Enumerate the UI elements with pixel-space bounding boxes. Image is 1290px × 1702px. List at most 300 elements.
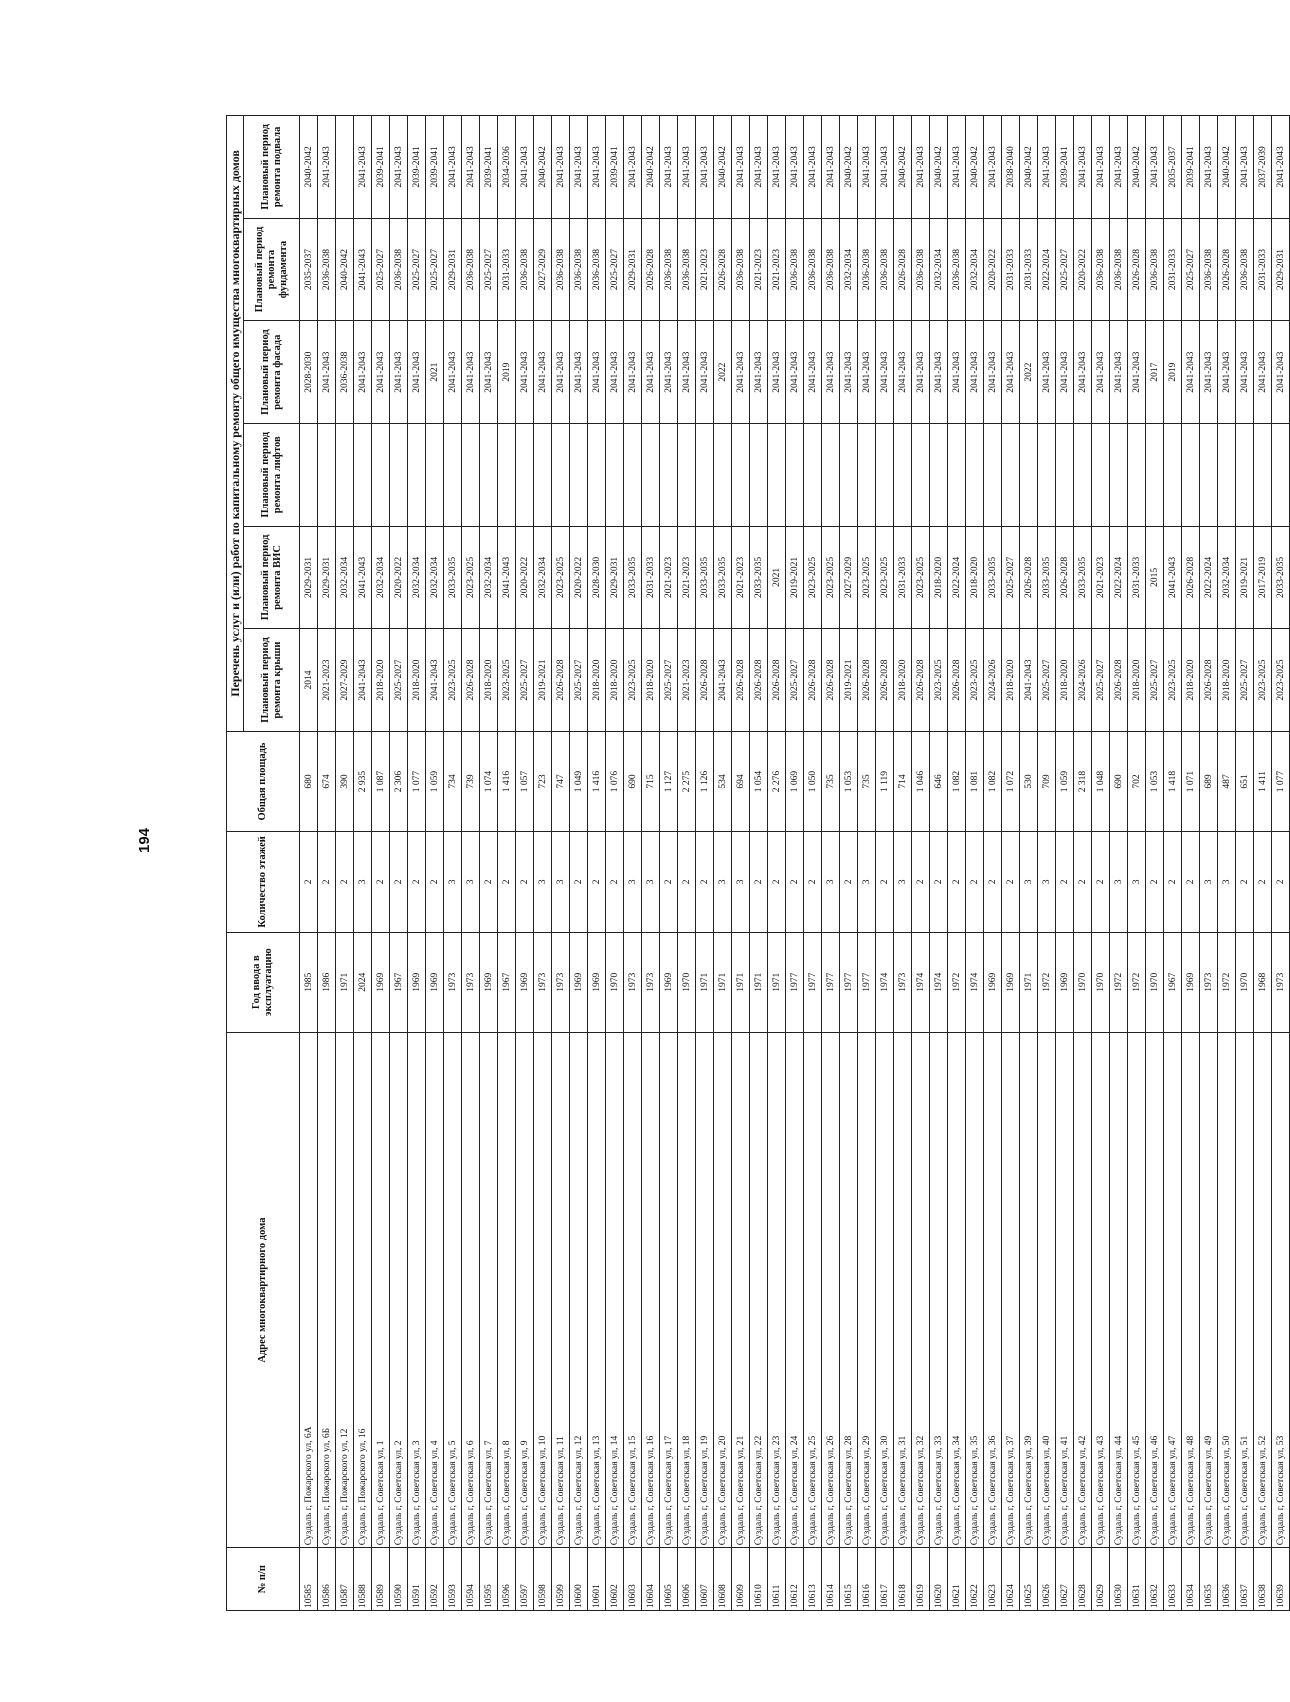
facade-period-cell: 2041-2043 (678, 321, 696, 424)
facade-period-cell: 2041-2043 (822, 321, 840, 424)
floors-cell: 2 (606, 832, 624, 932)
facade-period-cell: 2041-2043 (984, 321, 1002, 424)
year-built-cell: 1969 (408, 932, 426, 1032)
year-built-cell: 1969 (1182, 932, 1200, 1032)
facade-period-cell: 2041-2043 (804, 321, 822, 424)
total-area-cell: 1 416 (498, 731, 516, 831)
lifts-period-cell (300, 423, 318, 526)
basement-period-cell: 2038-2040 (1002, 116, 1020, 219)
lifts-period-cell (1200, 423, 1218, 526)
vis-period-cell: 2032-2034 (1218, 526, 1236, 629)
lifts-period-cell (318, 423, 336, 526)
basement-period-cell: 2041-2043 (354, 116, 372, 219)
basement-period-cell: 2040-2042 (534, 116, 552, 219)
table-row (462, 116, 480, 1611)
address-cell: Суздаль г, Советская ул, 29 (858, 1032, 876, 1547)
floors-cell: 2 (480, 832, 498, 932)
row-number-cell: 10610 (750, 1548, 768, 1611)
roof-period-cell: 2026-2028 (552, 629, 570, 732)
foundation-period-cell: 2036-2038 (858, 218, 876, 321)
table-row (534, 116, 552, 1611)
foundation-period-cell: 2032-2034 (966, 218, 984, 321)
header-roof: Плановый период ремонта крыши (244, 629, 300, 732)
year-built-cell: 1974 (876, 932, 894, 1032)
table-row (588, 116, 606, 1611)
lifts-period-cell (858, 423, 876, 526)
total-area-cell: 1 087 (372, 731, 390, 831)
table-row (786, 116, 804, 1611)
roof-period-cell: 2023-2025 (1254, 629, 1272, 732)
roof-period-cell: 2026-2028 (462, 629, 480, 732)
row-number-cell: 10621 (948, 1548, 966, 1611)
year-built-cell: 1971 (768, 932, 786, 1032)
vis-period-cell: 2033-2035 (624, 526, 642, 629)
vis-period-cell: 2023-2025 (462, 526, 480, 629)
lifts-period-cell (336, 423, 354, 526)
floors-cell: 3 (534, 832, 552, 932)
year-built-cell: 1973 (624, 932, 642, 1032)
lifts-period-cell (930, 423, 948, 526)
lifts-period-cell (516, 423, 534, 526)
row-number-cell: 10613 (804, 1548, 822, 1611)
vis-period-cell: 2031-2033 (1128, 526, 1146, 629)
address-cell: Суздаль г, Советская ул, 3 (408, 1032, 426, 1547)
address-cell: Суздаль г, Советская ул, 51 (1236, 1032, 1254, 1547)
total-area-cell: 1 077 (408, 731, 426, 831)
foundation-period-cell: 2036-2038 (588, 218, 606, 321)
foundation-period-cell: 2022-2024 (1038, 218, 1056, 321)
facade-period-cell: 2041-2043 (768, 321, 786, 424)
vis-period-cell: 2021-2023 (732, 526, 750, 629)
lifts-period-cell (1182, 423, 1200, 526)
foundation-period-cell: 2036-2038 (732, 218, 750, 321)
floors-cell: 3 (444, 832, 462, 932)
total-area-cell: 1 081 (966, 731, 984, 831)
capital-repair-table (226, 115, 1290, 1611)
basement-period-cell: 2040-2042 (642, 116, 660, 219)
table-row (516, 116, 534, 1611)
address-cell: Суздаль г, Советская ул, 6 (462, 1032, 480, 1547)
foundation-period-cell: 2031-2033 (1002, 218, 1020, 321)
floors-cell: 3 (894, 832, 912, 932)
foundation-period-cell: 2032-2034 (840, 218, 858, 321)
foundation-period-cell: 2025-2027 (372, 218, 390, 321)
row-number-cell: 10602 (606, 1548, 624, 1611)
roof-period-cell: 2023-2025 (624, 629, 642, 732)
address-cell: Суздаль г, Советская ул, 17 (660, 1032, 678, 1547)
year-built-cell: 1973 (894, 932, 912, 1032)
total-area-cell: 674 (318, 731, 336, 831)
total-area-cell: 390 (336, 731, 354, 831)
vis-period-cell: 2018-2020 (966, 526, 984, 629)
table-row (822, 116, 840, 1611)
row-number-cell: 10628 (1074, 1548, 1092, 1611)
vis-period-cell: 2029-2031 (318, 526, 336, 629)
floors-cell: 2 (876, 832, 894, 932)
roof-period-cell: 2023-2025 (498, 629, 516, 732)
table-row (1164, 116, 1182, 1611)
roof-period-cell: 2018-2020 (1128, 629, 1146, 732)
table-row (876, 116, 894, 1611)
roof-period-cell: 2018-2020 (480, 629, 498, 732)
floors-cell: 3 (732, 832, 750, 932)
total-area-cell: 1 059 (1056, 731, 1074, 831)
lifts-period-cell (1128, 423, 1146, 526)
foundation-period-cell: 2036-2038 (1110, 218, 1128, 321)
facade-period-cell: 2041-2043 (516, 321, 534, 424)
facade-period-cell: 2041-2043 (606, 321, 624, 424)
total-area-cell: 1 054 (750, 731, 768, 831)
basement-period-cell: 2041-2043 (1200, 116, 1218, 219)
lifts-period-cell (624, 423, 642, 526)
facade-period-cell: 2041-2043 (750, 321, 768, 424)
basement-period-cell: 2041-2043 (1272, 116, 1290, 219)
floors-cell: 3 (858, 832, 876, 932)
table-row (408, 116, 426, 1611)
foundation-period-cell: 2041-2043 (354, 218, 372, 321)
roof-period-cell: 2023-2025 (966, 629, 984, 732)
basement-period-cell: 2041-2043 (732, 116, 750, 219)
facade-period-cell: 2019 (498, 321, 516, 424)
floors-cell: 3 (1038, 832, 1056, 932)
year-built-cell: 1970 (1074, 932, 1092, 1032)
floors-cell: 2 (336, 832, 354, 932)
roof-period-cell: 2025-2027 (516, 629, 534, 732)
row-number-cell: 10605 (660, 1548, 678, 1611)
table-row (1182, 116, 1200, 1611)
vis-period-cell: 2026-2028 (1182, 526, 1200, 629)
foundation-period-cell: 2036-2038 (822, 218, 840, 321)
foundation-period-cell: 2036-2038 (390, 218, 408, 321)
floors-cell: 2 (1056, 832, 1074, 932)
roof-period-cell: 2018-2020 (642, 629, 660, 732)
foundation-period-cell: 2036-2038 (570, 218, 588, 321)
address-cell: Суздаль г, Советская ул, 37 (1002, 1032, 1020, 1547)
foundation-period-cell: 2036-2038 (948, 218, 966, 321)
total-area-cell: 1 077 (1272, 731, 1290, 831)
lifts-period-cell (444, 423, 462, 526)
address-cell: Суздаль г, Советская ул, 30 (876, 1032, 894, 1547)
facade-period-cell: 2041-2043 (1074, 321, 1092, 424)
foundation-period-cell: 2025-2027 (606, 218, 624, 321)
floors-cell: 2 (318, 832, 336, 932)
vis-period-cell: 2020-2022 (516, 526, 534, 629)
year-built-cell: 1971 (336, 932, 354, 1032)
basement-period-cell: 2040-2042 (840, 116, 858, 219)
foundation-period-cell: 2021-2023 (768, 218, 786, 321)
roof-period-cell: 2025-2027 (1038, 629, 1056, 732)
roof-period-cell: 2026-2028 (858, 629, 876, 732)
roof-period-cell: 2025-2027 (390, 629, 408, 732)
floors-cell: 2 (966, 832, 984, 932)
row-number-cell: 10592 (426, 1548, 444, 1611)
floors-cell: 2 (1146, 832, 1164, 932)
row-number-cell: 10599 (552, 1548, 570, 1611)
row-number-cell: 10595 (480, 1548, 498, 1611)
lifts-period-cell (372, 423, 390, 526)
address-cell: Суздаль г, Советская ул, 18 (678, 1032, 696, 1547)
row-number-cell: 10622 (966, 1548, 984, 1611)
address-cell: Суздаль г, Советская ул, 10 (534, 1032, 552, 1547)
floors-cell: 3 (714, 832, 732, 932)
floors-cell: 2 (930, 832, 948, 932)
year-built-cell: 1974 (930, 932, 948, 1032)
table-row (606, 116, 624, 1611)
table-row (912, 116, 930, 1611)
total-area-cell: 714 (894, 731, 912, 831)
total-area-cell: 1 050 (804, 731, 822, 831)
foundation-period-cell: 2025-2027 (1182, 218, 1200, 321)
vis-period-cell: 2022-2024 (1110, 526, 1128, 629)
address-cell: Суздаль г, Советская ул, 36 (984, 1032, 1002, 1547)
foundation-period-cell: 2036-2038 (462, 218, 480, 321)
address-cell: Суздаль г, Советская ул, 41 (1056, 1032, 1074, 1547)
roof-period-cell: 2026-2028 (948, 629, 966, 732)
table-row (336, 116, 354, 1611)
year-built-cell: 1969 (480, 932, 498, 1032)
facade-period-cell: 2041-2043 (1128, 321, 1146, 424)
facade-period-cell: 2041-2043 (588, 321, 606, 424)
basement-period-cell: 2039-2041 (1056, 116, 1074, 219)
total-area-cell: 1 126 (696, 731, 714, 831)
roof-period-cell: 2026-2028 (876, 629, 894, 732)
table-row (678, 116, 696, 1611)
lifts-period-cell (786, 423, 804, 526)
year-built-cell: 1974 (966, 932, 984, 1032)
total-area-cell: 709 (1038, 731, 1056, 831)
floors-cell: 3 (1200, 832, 1218, 932)
floors-cell: 2 (1092, 832, 1110, 932)
vis-period-cell: 2018-2020 (930, 526, 948, 629)
roof-period-cell: 2025-2027 (1146, 629, 1164, 732)
year-built-cell: 1967 (498, 932, 516, 1032)
basement-period-cell (336, 116, 354, 219)
facade-period-cell: 2041-2043 (948, 321, 966, 424)
foundation-period-cell: 2031-2033 (1164, 218, 1182, 321)
facade-period-cell: 2041-2043 (408, 321, 426, 424)
lifts-period-cell (1218, 423, 1236, 526)
lifts-period-cell (750, 423, 768, 526)
vis-period-cell: 2023-2025 (552, 526, 570, 629)
year-built-cell: 1969 (1056, 932, 1074, 1032)
floors-cell: 3 (1110, 832, 1128, 932)
roof-period-cell: 2018-2020 (1182, 629, 1200, 732)
row-number-cell: 10631 (1128, 1548, 1146, 1611)
year-built-cell: 1973 (552, 932, 570, 1032)
table-row (804, 116, 822, 1611)
total-area-cell: 1 069 (786, 731, 804, 831)
basement-period-cell: 2041-2043 (912, 116, 930, 219)
floors-cell: 2 (426, 832, 444, 932)
year-built-cell: 1973 (534, 932, 552, 1032)
table-row (768, 116, 786, 1611)
facade-period-cell: 2041-2043 (696, 321, 714, 424)
total-area-cell: 2 306 (390, 731, 408, 831)
total-area-cell: 739 (462, 731, 480, 831)
vis-period-cell: 2041-2043 (1164, 526, 1182, 629)
address-cell: Суздаль г, Советская ул, 25 (804, 1032, 822, 1547)
total-area-cell: 646 (930, 731, 948, 831)
year-built-cell: 1970 (1092, 932, 1110, 1032)
total-area-cell: 747 (552, 731, 570, 831)
header-facade: Плановый период ремонта фасада (244, 321, 300, 424)
address-cell: Суздаль г, Пожарского ул, 12 (336, 1032, 354, 1547)
vis-period-cell: 2033-2035 (714, 526, 732, 629)
vis-period-cell: 2033-2035 (1272, 526, 1290, 629)
total-area-cell: 689 (1200, 731, 1218, 831)
foundation-period-cell: 2025-2027 (480, 218, 498, 321)
facade-period-cell: 2028-2030 (300, 321, 318, 424)
total-area-cell: 715 (642, 731, 660, 831)
total-area-cell: 735 (822, 731, 840, 831)
basement-period-cell: 2040-2042 (930, 116, 948, 219)
foundation-period-cell: 2029-2031 (444, 218, 462, 321)
floors-cell: 2 (768, 832, 786, 932)
floors-cell: 2 (1002, 832, 1020, 932)
vis-period-cell: 2017-2019 (1254, 526, 1272, 629)
roof-period-cell: 2018-2020 (372, 629, 390, 732)
vis-period-cell: 2020-2022 (570, 526, 588, 629)
total-area-cell: 2 276 (768, 731, 786, 831)
foundation-period-cell: 2036-2038 (876, 218, 894, 321)
foundation-period-cell: 2036-2038 (552, 218, 570, 321)
facade-period-cell: 2041-2043 (1236, 321, 1254, 424)
total-area-cell: 530 (1020, 731, 1038, 831)
basement-period-cell: 2041-2043 (768, 116, 786, 219)
facade-period-cell: 2041-2043 (552, 321, 570, 424)
floors-cell: 3 (462, 832, 480, 932)
address-cell: Суздаль г, Советская ул, 33 (930, 1032, 948, 1547)
vis-period-cell: 2032-2034 (372, 526, 390, 629)
facade-period-cell: 2041-2043 (624, 321, 642, 424)
address-cell: Суздаль г, Советская ул, 31 (894, 1032, 912, 1547)
facade-period-cell: 2041-2043 (570, 321, 588, 424)
facade-period-cell: 2041-2043 (732, 321, 750, 424)
year-built-cell: 1967 (390, 932, 408, 1032)
basement-period-cell: 2040-2042 (714, 116, 732, 219)
row-number-cell: 10620 (930, 1548, 948, 1611)
lifts-period-cell (588, 423, 606, 526)
address-cell: Суздаль г, Советская ул, 8 (498, 1032, 516, 1547)
basement-period-cell: 2041-2043 (984, 116, 1002, 219)
vis-period-cell: 2031-2033 (642, 526, 660, 629)
total-area-cell: 702 (1128, 731, 1146, 831)
roof-period-cell: 2026-2028 (1110, 629, 1128, 732)
vis-period-cell: 2033-2035 (984, 526, 1002, 629)
roof-period-cell: 2041-2043 (354, 629, 372, 732)
address-cell: Суздаль г, Советская ул, 40 (1038, 1032, 1056, 1547)
foundation-period-cell: 2036-2038 (912, 218, 930, 321)
year-built-cell: 1973 (642, 932, 660, 1032)
floors-cell: 2 (300, 832, 318, 932)
lifts-period-cell (390, 423, 408, 526)
roof-period-cell: 2018-2020 (588, 629, 606, 732)
address-cell: Суздаль г, Пожарского ул, 6Б (318, 1032, 336, 1547)
floors-cell: 2 (1254, 832, 1272, 932)
floors-cell: 2 (660, 832, 678, 932)
total-area-cell: 1 071 (1182, 731, 1200, 831)
table-body (300, 116, 1290, 1611)
facade-period-cell: 2041-2043 (876, 321, 894, 424)
year-built-cell: 1970 (1146, 932, 1164, 1032)
basement-period-cell: 2041-2043 (948, 116, 966, 219)
vis-period-cell: 2032-2034 (426, 526, 444, 629)
roof-period-cell: 2023-2025 (444, 629, 462, 732)
basement-period-cell: 2039-2041 (408, 116, 426, 219)
lifts-period-cell (1002, 423, 1020, 526)
basement-period-cell: 2041-2043 (1092, 116, 1110, 219)
foundation-period-cell: 2021-2023 (696, 218, 714, 321)
basement-period-cell: 2041-2043 (390, 116, 408, 219)
total-area-cell: 487 (1218, 731, 1236, 831)
foundation-period-cell: 2036-2038 (678, 218, 696, 321)
table-row (1272, 116, 1290, 1611)
vis-period-cell: 2015 (1146, 526, 1164, 629)
address-cell: Суздаль г, Советская ул, 1 (372, 1032, 390, 1547)
foundation-period-cell: 2036-2038 (318, 218, 336, 321)
table-row (948, 116, 966, 1611)
basement-period-cell: 2041-2043 (1074, 116, 1092, 219)
roof-period-cell: 2025-2027 (570, 629, 588, 732)
row-number-cell: 10590 (390, 1548, 408, 1611)
year-built-cell: 1973 (1200, 932, 1218, 1032)
basement-period-cell: 2041-2043 (318, 116, 336, 219)
total-area-cell: 2 935 (354, 731, 372, 831)
floors-cell: 3 (552, 832, 570, 932)
row-number-cell: 10634 (1182, 1548, 1200, 1611)
table-row (660, 116, 678, 1611)
row-number-cell: 10630 (1110, 1548, 1128, 1611)
foundation-period-cell: 2036-2038 (1236, 218, 1254, 321)
basement-period-cell: 2037-2039 (1254, 116, 1272, 219)
facade-period-cell: 2041-2043 (642, 321, 660, 424)
total-area-cell: 1 059 (426, 731, 444, 831)
floors-cell: 2 (948, 832, 966, 932)
address-cell: Суздаль г, Советская ул, 48 (1182, 1032, 1200, 1547)
address-cell: Суздаль г, Советская ул, 39 (1020, 1032, 1038, 1547)
total-area-cell: 1 072 (1002, 731, 1020, 831)
row-number-cell: 10611 (768, 1548, 786, 1611)
lifts-period-cell (822, 423, 840, 526)
table-row (696, 116, 714, 1611)
lifts-period-cell (1092, 423, 1110, 526)
row-number-cell: 10606 (678, 1548, 696, 1611)
basement-period-cell: 2041-2043 (1038, 116, 1056, 219)
address-cell: Суздаль г, Советская ул, 7 (480, 1032, 498, 1547)
table-row (1092, 116, 1110, 1611)
lifts-period-cell (1056, 423, 1074, 526)
vis-period-cell: 2021-2023 (1092, 526, 1110, 629)
year-built-cell: 1971 (1020, 932, 1038, 1032)
capital-repair-table-container (226, 115, 1286, 1611)
lifts-period-cell (696, 423, 714, 526)
table-row (1020, 116, 1038, 1611)
row-number-cell: 10600 (570, 1548, 588, 1611)
lifts-period-cell (876, 423, 894, 526)
foundation-period-cell: 2026-2028 (1128, 218, 1146, 321)
table-row (552, 116, 570, 1611)
address-cell: Суздаль г, Советская ул, 19 (696, 1032, 714, 1547)
vis-period-cell: 2032-2034 (534, 526, 552, 629)
row-number-cell: 10604 (642, 1548, 660, 1611)
floors-cell: 2 (696, 832, 714, 932)
total-area-cell: 1 057 (516, 731, 534, 831)
total-area-cell: 1 049 (570, 731, 588, 831)
lifts-period-cell (642, 423, 660, 526)
roof-period-cell: 2018-2020 (606, 629, 624, 732)
facade-period-cell: 2041-2043 (1002, 321, 1020, 424)
total-area-cell: 690 (624, 731, 642, 831)
